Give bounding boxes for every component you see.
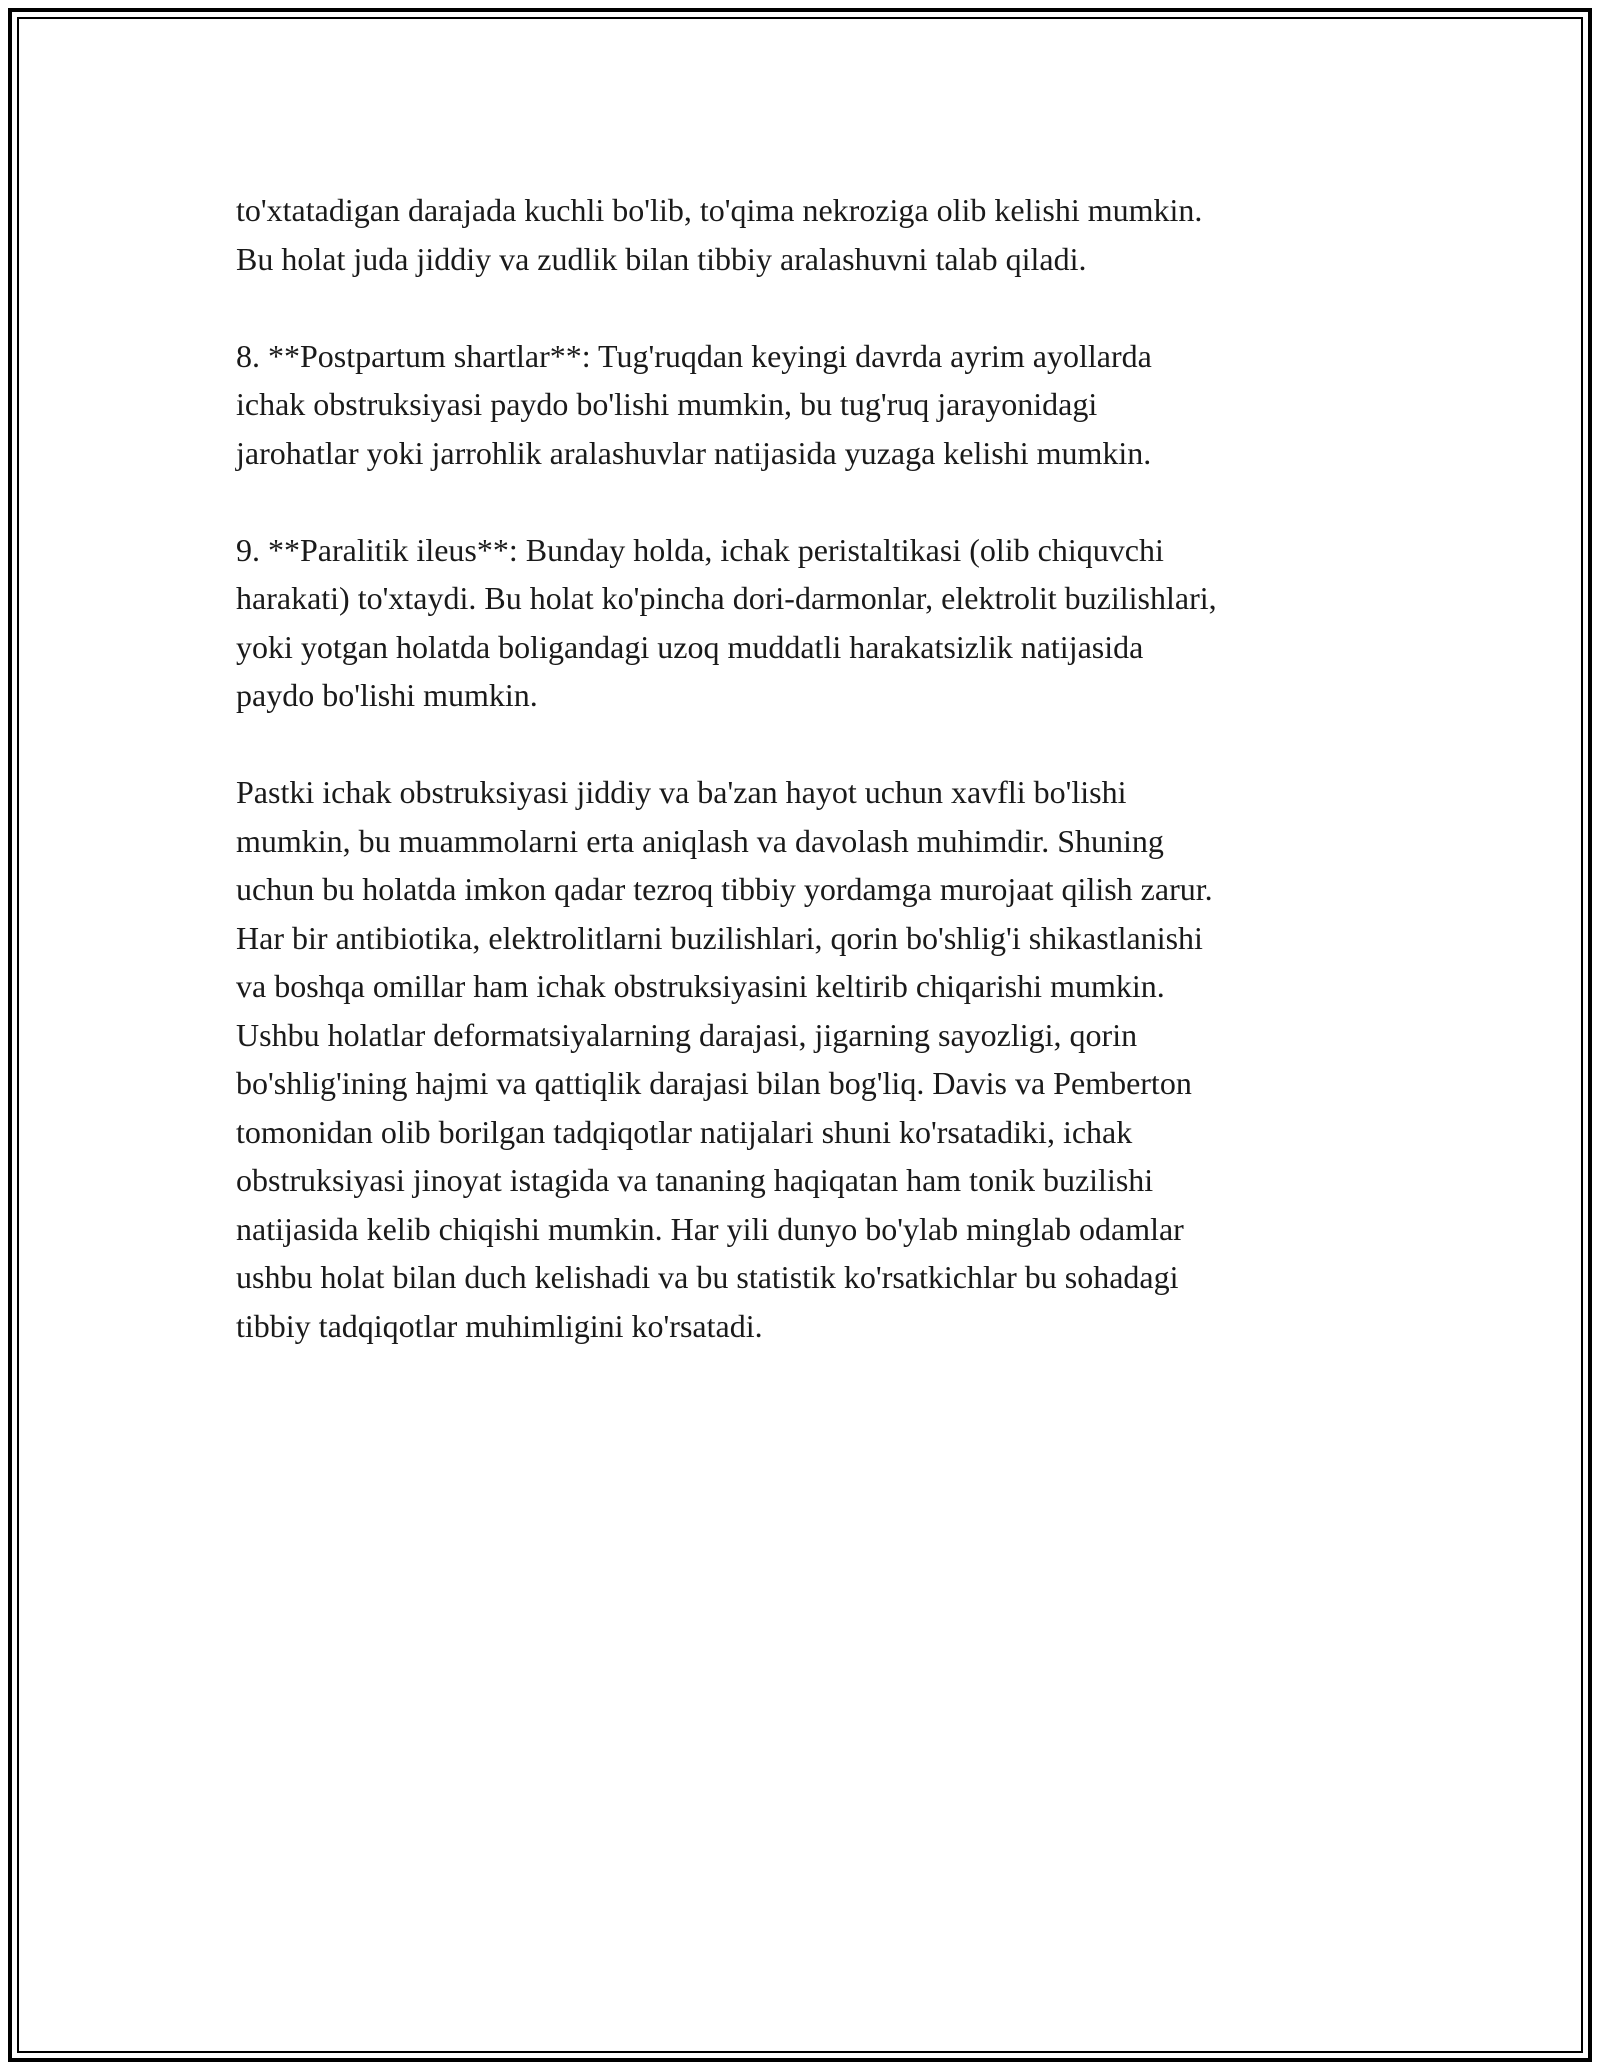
text-line: bo'shlig'ining hajmi va qattiqlik darajasi bilan bog'liq. Davis va Pemberton (236, 1065, 1192, 1101)
text-line: ichak obstruksiyasi paydo bo'lishi mumkin, bu tug'ruq jarayonidagi (236, 386, 1098, 422)
text-line: yoki yotgan holatda boligandagi uzoq muddatli harakatsizlik natijasida (236, 628, 1144, 665)
paragraph-item-8 (236, 332, 1386, 478)
text-line: Har bir antibiotika, elektrolitlarni buzilishlari, qorin bo'shlig'i shikastlanishi (236, 919, 1203, 956)
text-line: jarohatlar yoki jarrohlik aralashuvlar natijasida yuzaga kelishi mumkin. (236, 434, 1152, 471)
text-line: Ushbu holatlar deformatsiyalarning darajasi, jigarning sayozligi, qorin (236, 1016, 1138, 1053)
text-line: natijasida kelib chiqishi mumkin. Har yili dunyo bo'ylab minglab odamlar (236, 1210, 1184, 1247)
text-line: 8. **Postpartum shartlar**: Tug'ruqdan keyingi davrda ayrim ayollarda (236, 337, 1152, 374)
text-line: harakati) to'xtaydi. Bu holat ko'pincha dori-darmonlar, elektrolit buzilishlari, (236, 580, 1217, 616)
paragraph-conclusion (236, 768, 1386, 1350)
text-line: Bu holat juda jiddiy va zudlik bilan tibbiy aralashuvni talab qiladi. (236, 240, 1087, 277)
text-line: uchun bu holatda imkon qadar tezroq tibbiy yordamga murojaat qilish zarur. (236, 871, 1213, 907)
text-line: tomonidan olib borilgan tadqiqotlar natijalari shuni ko'rsatadiki, ichak (236, 1113, 1133, 1150)
text-line: ushbu holat bilan duch kelishadi va bu statistik ko'rsatkichlar bu sohadagi (236, 1259, 1179, 1295)
text-line: tibbiy tadqiqotlar muhimligini ko'rsatadi. (236, 1307, 763, 1344)
paragraph-item-9 (236, 526, 1386, 720)
document-body (236, 186, 1386, 1399)
text-line: Pastki ichak obstruksiyasi jiddiy va ba'zan hayot uchun xavfli bo'lishi (236, 774, 1127, 810)
text-line: obstruksiyasi jinoyat istagida va tananing haqiqatan ham tonik buzilishi (236, 1162, 1154, 1198)
text-line: va boshqa omillar ham ichak obstruksiyasini keltirib chiqarishi mumkin. (236, 968, 1165, 1004)
paragraph-continuation (236, 186, 1386, 283)
text-line: to'xtatadigan darajada kuchli bo'lib, to'qima nekroziga olib kelishi mumkin. (236, 192, 1203, 228)
text-line: 9. **Paralitik ileus**: Bunday holda, ichak peristaltikasi (olib chiquvchi (236, 531, 1164, 568)
text-line: paydo bo'lishi mumkin. (236, 677, 538, 713)
text-line: mumkin, bu muammolarni erta aniqlash va davolash muhimdir. Shuning (236, 822, 1164, 859)
